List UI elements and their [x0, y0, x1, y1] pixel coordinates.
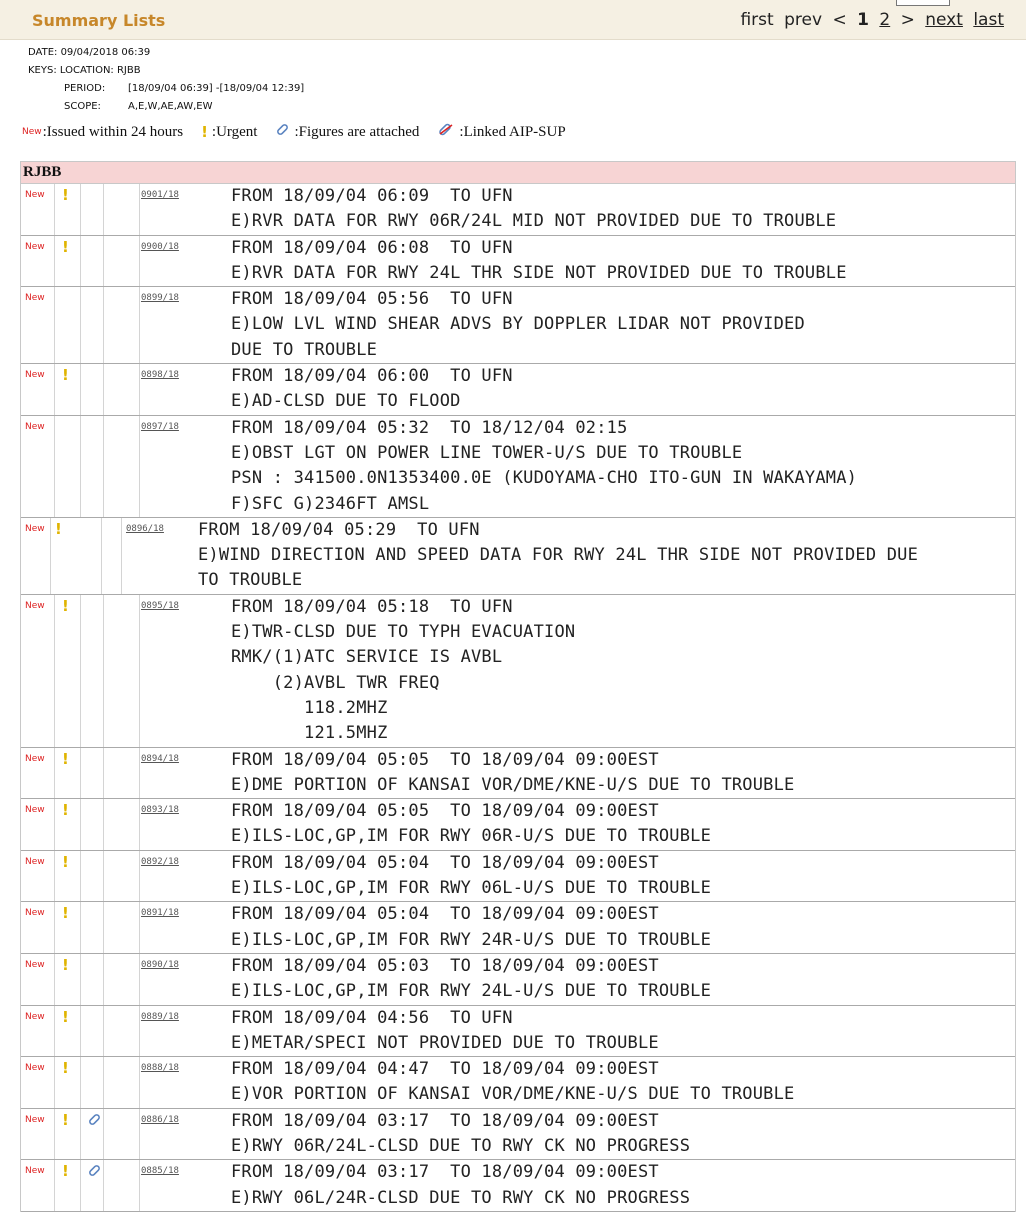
column-divider	[54, 902, 55, 953]
notam-row	[21, 184, 1015, 236]
column-divider	[80, 416, 81, 517]
column-divider	[54, 1057, 55, 1108]
column-divider	[139, 1006, 140, 1057]
title-bar	[0, 0, 1026, 40]
urgent-icon: !	[62, 1059, 69, 1078]
column-divider	[121, 518, 122, 594]
notam-number-link[interactable]: 0896/18	[126, 523, 164, 534]
pager-prev[interactable]: prev	[784, 10, 823, 30]
notam-text: FROM 18/09/04 04:47 TO 18/09/04 09:00EST E)VOR PORTION OF KANSAI VOR/DME/KNE-U/S DUE TO TROUBLE	[231, 1059, 795, 1105]
new-icon: New	[25, 1063, 45, 1074]
urgent-icon: !	[62, 749, 69, 768]
column-divider	[80, 184, 81, 235]
urgent-icon: !	[201, 123, 208, 141]
column-divider	[139, 851, 140, 902]
meta-period-label: PERIOD:	[64, 83, 106, 94]
pagination	[735, 10, 1004, 30]
column-divider	[103, 799, 104, 850]
notam-text: FROM 18/09/04 06:09 TO UFN E)RVR DATA FOR RWY 06R/24L MID NOT PROVIDED DUE TO TROUBLE	[231, 186, 837, 232]
column-divider	[80, 1057, 81, 1108]
notam-text: FROM 18/09/04 05:03 TO 18/09/04 09:00EST E)ILS-LOC,GP,IM FOR RWY 24L-U/S DUE TO TROUBLE	[231, 955, 712, 1002]
column-divider	[103, 595, 104, 747]
column-divider	[139, 364, 140, 415]
notam-row	[21, 595, 1015, 748]
urgent-icon: !	[62, 801, 69, 820]
column-divider	[54, 595, 55, 747]
urgent-icon: !	[62, 366, 69, 385]
column-divider	[103, 416, 104, 517]
urgent-icon: !	[62, 904, 69, 923]
new-icon: New	[25, 856, 45, 867]
notam-number-link[interactable]: 0893/18	[141, 805, 179, 816]
notam-text: FROM 18/09/04 05:56 TO UFN E)LOW LVL WIND SHEAR ADVS BY DOPPLER LIDAR NOT PROVIDED DUE TO TROUBLE	[231, 289, 805, 360]
pager-first[interactable]: first	[740, 10, 774, 30]
linked-aip-icon	[437, 122, 455, 142]
notam-text: FROM 18/09/04 05:32 TO 18/12/04 02:15 E)OBST LGT ON POWER LINE TOWER-U/S DUE TO TROUBLE PSN : 341500.0N1353400.0E (KUDOYAMA-CHO ITO-GUN IN WAKAYAMA) F)SFC G)2346FT AMSL	[231, 417, 858, 514]
notam-row	[21, 287, 1015, 364]
notam-row	[21, 1006, 1015, 1058]
new-icon: New	[25, 908, 45, 919]
column-divider	[103, 364, 104, 415]
notam-number-link[interactable]: 0900/18	[141, 241, 179, 252]
airport-header: RJBB	[21, 162, 1015, 184]
notam-row	[21, 518, 1015, 595]
column-divider	[80, 236, 81, 287]
column-divider	[103, 954, 104, 1005]
notam-row	[21, 954, 1015, 1006]
notam-row	[21, 799, 1015, 851]
column-divider	[139, 236, 140, 287]
pager-current-page: 1	[857, 10, 869, 30]
column-divider	[80, 902, 81, 953]
urgent-icon: !	[62, 186, 69, 204]
column-divider	[80, 954, 81, 1005]
notam-row	[21, 416, 1015, 518]
column-divider	[139, 595, 140, 747]
column-divider	[50, 518, 51, 594]
meta-location: KEYS: LOCATION: RJBB	[28, 65, 141, 76]
page-title: Summary Lists	[32, 11, 166, 30]
toolbar-button-edge[interactable]	[896, 0, 950, 6]
column-divider	[54, 954, 55, 1005]
meta-scope-label: SCOPE:	[64, 101, 101, 112]
pager-gt: >	[900, 10, 915, 30]
notam-text: FROM 18/09/04 03:17 TO 18/09/04 09:00EST E)RWY 06L/24R-CLSD DUE TO RWY CK NO PROGRESS	[231, 1162, 691, 1208]
notam-row	[21, 364, 1015, 416]
notam-row	[21, 1109, 1015, 1161]
notam-text: FROM 18/09/04 05:18 TO UFN E)TWR-CLSD DUE TO TYPH EVACUATION RMK/(1)ATC SERVICE IS AVBL (2)AVBL TWR FREQ 118.2MHZ 121.5MHZ	[231, 596, 576, 744]
column-divider	[80, 1109, 81, 1160]
meta-date: DATE: 09/04/2018 06:39	[28, 47, 151, 58]
new-icon: New	[25, 523, 45, 534]
new-icon: New	[25, 293, 45, 304]
notam-number-link[interactable]: 0889/18	[141, 1011, 179, 1022]
notam-number-link[interactable]: 0901/18	[141, 190, 179, 200]
notam-row	[21, 851, 1015, 903]
notam-rows	[21, 184, 1015, 1212]
notam-text: FROM 18/09/04 04:56 TO UFN E)METAR/SPECI NOT PROVIDED DUE TO TROUBLE	[231, 1007, 659, 1053]
column-divider	[80, 364, 81, 415]
column-divider	[54, 184, 55, 235]
paperclip-icon[interactable]	[87, 1163, 102, 1183]
column-divider	[139, 799, 140, 850]
notam-number-link[interactable]: 0888/18	[141, 1063, 179, 1074]
meta-period-value: [18/09/04 06:39] -[18/09/04 12:39]	[128, 83, 305, 94]
query-meta	[28, 44, 304, 116]
legend-new-text: :Issued within 24 hours	[42, 123, 184, 140]
new-icon: New	[25, 421, 45, 432]
notam-row	[21, 1160, 1015, 1212]
notam-number-link[interactable]: 0890/18	[141, 959, 179, 970]
column-divider	[139, 902, 140, 953]
column-divider	[80, 595, 81, 747]
column-divider	[139, 954, 140, 1005]
notam-number-link[interactable]: 0891/18	[141, 908, 179, 919]
column-divider	[54, 1109, 55, 1160]
column-divider	[54, 1006, 55, 1057]
pager-next[interactable]: next	[925, 10, 963, 30]
notam-number-link[interactable]: 0894/18	[141, 753, 179, 764]
column-divider	[139, 1109, 140, 1160]
notam-number-link[interactable]: 0895/18	[141, 600, 179, 611]
notam-row	[21, 236, 1015, 288]
column-divider	[139, 416, 140, 517]
column-divider	[80, 748, 81, 799]
new-icon: New	[22, 127, 42, 137]
urgent-icon: !	[62, 1110, 69, 1129]
column-divider	[139, 184, 140, 235]
new-icon: New	[25, 190, 45, 200]
notam-text: FROM 18/09/04 06:00 TO UFN E)AD-CLSD DUE TO FLOOD	[231, 366, 513, 412]
column-divider	[139, 748, 140, 799]
column-divider	[80, 1160, 81, 1211]
notam-text: FROM 18/09/04 06:08 TO UFN E)RVR DATA FOR RWY 24L THR SIDE NOT PROVIDED DUE TO TROUBLE	[231, 237, 847, 283]
column-divider	[54, 748, 55, 799]
column-divider	[103, 748, 104, 799]
column-divider	[103, 851, 104, 902]
notam-row	[21, 1057, 1015, 1109]
notam-table	[20, 161, 1016, 1212]
column-divider	[80, 287, 81, 363]
urgent-icon: !	[62, 1007, 69, 1026]
notam-text: FROM 18/09/04 05:29 TO UFN E)WIND DIRECTION AND SPEED DATA FOR RWY 24L THR SIDE NOT PROVIDED DUE TO TROUBLE	[198, 519, 919, 591]
column-divider	[103, 1057, 104, 1108]
column-divider	[103, 1160, 104, 1211]
column-divider	[103, 236, 104, 287]
notam-row	[21, 902, 1015, 954]
new-icon: New	[25, 1011, 45, 1022]
column-divider	[54, 236, 55, 287]
legend	[22, 122, 584, 142]
column-divider	[80, 799, 81, 850]
notam-number-link[interactable]: 0897/18	[141, 421, 179, 432]
column-divider	[103, 902, 104, 953]
column-divider	[54, 416, 55, 517]
column-divider	[103, 1109, 104, 1160]
column-divider	[139, 287, 140, 363]
legend-urgent-text: :Urgent	[211, 123, 258, 140]
urgent-icon: !	[55, 519, 62, 538]
notam-row	[21, 748, 1015, 800]
new-icon: New	[25, 600, 45, 611]
notam-number-link[interactable]: 0885/18	[141, 1166, 179, 1177]
urgent-icon: !	[62, 237, 69, 256]
column-divider	[139, 1057, 140, 1108]
paperclip-icon[interactable]	[87, 1112, 102, 1132]
paperclip-icon	[275, 122, 290, 142]
notam-text: FROM 18/09/04 05:04 TO 18/09/04 09:00EST E)ILS-LOC,GP,IM FOR RWY 06L-U/S DUE TO TROUBLE	[231, 852, 712, 899]
legend-figures-text: :Figures are attached	[294, 123, 420, 140]
notam-number-link[interactable]: 0892/18	[141, 856, 179, 867]
new-icon: New	[25, 1166, 45, 1177]
urgent-icon: !	[62, 852, 69, 871]
urgent-icon: !	[62, 1162, 69, 1181]
column-divider	[103, 1006, 104, 1057]
column-divider	[80, 851, 81, 902]
urgent-icon: !	[62, 955, 69, 974]
new-icon: New	[25, 241, 45, 252]
urgent-icon: !	[62, 596, 69, 615]
column-divider	[54, 851, 55, 902]
notam-number-link[interactable]: 0899/18	[141, 293, 179, 304]
column-divider	[103, 184, 104, 235]
column-divider	[101, 518, 102, 594]
notam-text: FROM 18/09/04 03:17 TO 18/09/04 09:00EST E)RWY 06R/24L-CLSD DUE TO RWY CK NO PROGRESS	[231, 1110, 691, 1156]
new-icon: New	[25, 753, 45, 764]
pager-last[interactable]: last	[973, 10, 1004, 30]
column-divider	[54, 287, 55, 363]
column-divider	[139, 1160, 140, 1211]
column-divider	[54, 799, 55, 850]
meta-scope-value: A,E,W,AE,AW,EW	[128, 101, 213, 112]
notam-text: FROM 18/09/04 05:05 TO 18/09/04 09:00EST E)ILS-LOC,GP,IM FOR RWY 06R-U/S DUE TO TROUBLE	[231, 801, 712, 847]
new-icon: New	[25, 805, 45, 816]
new-icon: New	[25, 370, 45, 381]
pager-lt: <	[832, 10, 847, 30]
new-icon: New	[25, 959, 45, 970]
column-divider	[103, 287, 104, 363]
pager-page-2[interactable]: 2	[879, 10, 891, 30]
notam-number-link[interactable]: 0898/18	[141, 370, 179, 381]
notam-text: FROM 18/09/04 05:05 TO 18/09/04 09:00EST E)DME PORTION OF KANSAI VOR/DME/KNE-U/S DUE TO TROUBLE	[231, 749, 795, 795]
column-divider	[80, 1006, 81, 1057]
column-divider	[54, 1160, 55, 1211]
column-divider	[54, 364, 55, 415]
legend-linked-text: :Linked AIP-SUP	[459, 123, 566, 140]
notam-number-link[interactable]: 0886/18	[141, 1114, 179, 1125]
new-icon: New	[25, 1114, 45, 1125]
notam-text: FROM 18/09/04 05:04 TO 18/09/04 09:00EST E)ILS-LOC,GP,IM FOR RWY 24R-U/S DUE TO TROUBLE	[231, 904, 712, 950]
